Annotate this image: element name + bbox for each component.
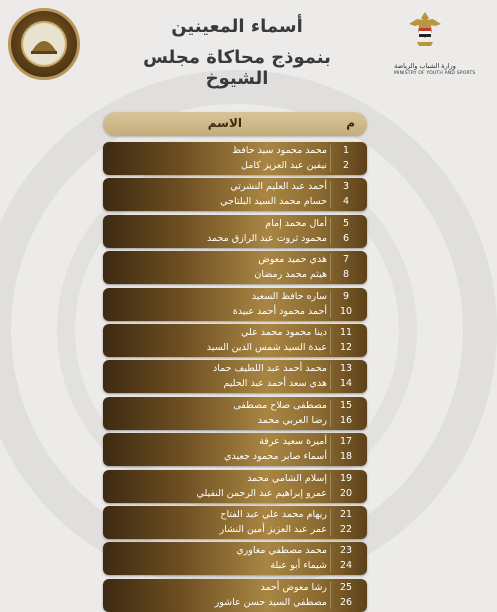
row-number: 7 xyxy=(342,254,350,265)
table-row xyxy=(103,506,367,539)
table-row xyxy=(103,288,367,321)
eagle-emblem-icon xyxy=(407,10,443,54)
table-row xyxy=(103,360,367,393)
row-number: 15 xyxy=(339,400,353,411)
ministry-name-en: MINISTRY OF YOUTH AND SPORTS xyxy=(394,71,476,76)
row-number: 22 xyxy=(339,524,353,535)
row-number: 6 xyxy=(342,233,350,244)
column-divider xyxy=(330,327,331,354)
row-number: 4 xyxy=(342,196,350,207)
column-divider xyxy=(330,291,331,318)
row-name: رضا العربي محمد xyxy=(257,415,327,426)
council-seal-icon xyxy=(8,8,80,80)
row-name: عمر عبد العزيز أمين النشار xyxy=(219,524,327,535)
row-name: أسماء صابر محمود جعيدي xyxy=(224,451,327,462)
row-number: 12 xyxy=(339,342,353,353)
row-number: 18 xyxy=(339,451,353,462)
row-number: 8 xyxy=(342,269,350,280)
row-number: 20 xyxy=(339,488,353,499)
row-number: 19 xyxy=(339,473,353,484)
row-number: 21 xyxy=(339,509,353,520)
row-number: 9 xyxy=(342,291,350,302)
row-name: محمد أحمد عبد اللطيف حماد xyxy=(213,363,327,374)
column-divider xyxy=(330,363,331,390)
row-number: 17 xyxy=(339,436,353,447)
table-row xyxy=(103,251,367,284)
row-name: ساره حافظ السعيد xyxy=(251,291,327,302)
row-number: 25 xyxy=(339,582,353,593)
column-divider xyxy=(330,145,331,172)
row-number: 14 xyxy=(339,378,353,389)
row-name: أحمد محمود أحمد عبيدة xyxy=(232,306,327,317)
table-row xyxy=(103,397,367,430)
row-number: 5 xyxy=(342,218,350,229)
row-name: رشا معوض أحمد xyxy=(260,582,327,593)
table-row xyxy=(103,178,367,211)
seal-center xyxy=(21,21,67,67)
row-number: 10 xyxy=(339,306,353,317)
row-name: محمد مصطفي مغاوري xyxy=(236,545,327,556)
table-row xyxy=(103,470,367,503)
row-number: 16 xyxy=(339,415,353,426)
ministry-name-ar: وزارة الشباب والرياضة xyxy=(394,62,456,70)
column-divider xyxy=(330,436,331,463)
row-name: أمال محمد إمام xyxy=(265,218,327,229)
row-number: 13 xyxy=(339,363,353,374)
row-name: إسلام الشامي محمد xyxy=(247,473,327,484)
column-divider xyxy=(330,181,331,208)
row-number: 11 xyxy=(339,327,353,338)
row-number: 23 xyxy=(339,545,353,556)
row-number: 1 xyxy=(342,145,350,156)
row-name: محمد محمود سيد حافظ xyxy=(232,145,327,156)
page-subtitle: بنموذج محاكاة مجلس الشيوخ xyxy=(143,47,331,89)
column-divider xyxy=(330,473,331,500)
row-name: مصطفى صلاح مصطفى xyxy=(233,400,327,411)
row-name: نيفين عبد العزيز كامل xyxy=(241,160,327,171)
column-divider xyxy=(330,509,331,536)
row-number: 26 xyxy=(339,597,353,608)
row-name: عبدة السيد شمس الدين السيد xyxy=(206,342,327,353)
table-row xyxy=(103,215,367,248)
row-number: 24 xyxy=(339,560,353,571)
table-row xyxy=(103,142,367,175)
page-title: أسماء المعينين xyxy=(171,16,303,37)
table-row xyxy=(103,542,367,575)
row-name: عمرو إبراهيم عبد الرحمن النفيلي xyxy=(196,488,327,499)
column-divider xyxy=(330,545,331,572)
page-header xyxy=(0,0,474,88)
row-name: مصطفي السيد حسن عاشور xyxy=(214,597,327,608)
table-header xyxy=(103,112,367,136)
row-name: محمود ثروت عبد الرازق محمد xyxy=(207,233,327,244)
row-name: أميرة سعيد عرفة xyxy=(259,436,327,447)
column-divider xyxy=(330,400,331,427)
row-name: هدي سعد أحمد عبد الحليم xyxy=(223,378,327,389)
column-divider xyxy=(330,582,331,609)
row-number: 2 xyxy=(342,160,350,171)
column-divider xyxy=(330,218,331,245)
table-row xyxy=(103,579,367,612)
column-header-number: م xyxy=(346,116,355,130)
dome-icon xyxy=(29,33,59,55)
row-name: ريهام محمد علي عبد الفتاح xyxy=(220,509,327,520)
row-name: شيماء أبو عبلة xyxy=(270,560,327,571)
column-header-name: الاسم xyxy=(207,116,242,130)
row-name: حسام محمد السيد البلتاجي xyxy=(220,196,327,207)
row-name: أحمد عبد العليم النشرتي xyxy=(230,181,327,192)
ministry-logo xyxy=(394,10,476,84)
row-name: هدي حميد معوض xyxy=(258,254,327,265)
row-name: دينا محمود محمد علي xyxy=(241,327,327,338)
row-name: هيثم محمد رمضان xyxy=(254,269,327,280)
column-divider xyxy=(330,254,331,281)
table-row xyxy=(103,324,367,357)
table-row xyxy=(103,433,367,466)
row-number: 3 xyxy=(342,181,350,192)
